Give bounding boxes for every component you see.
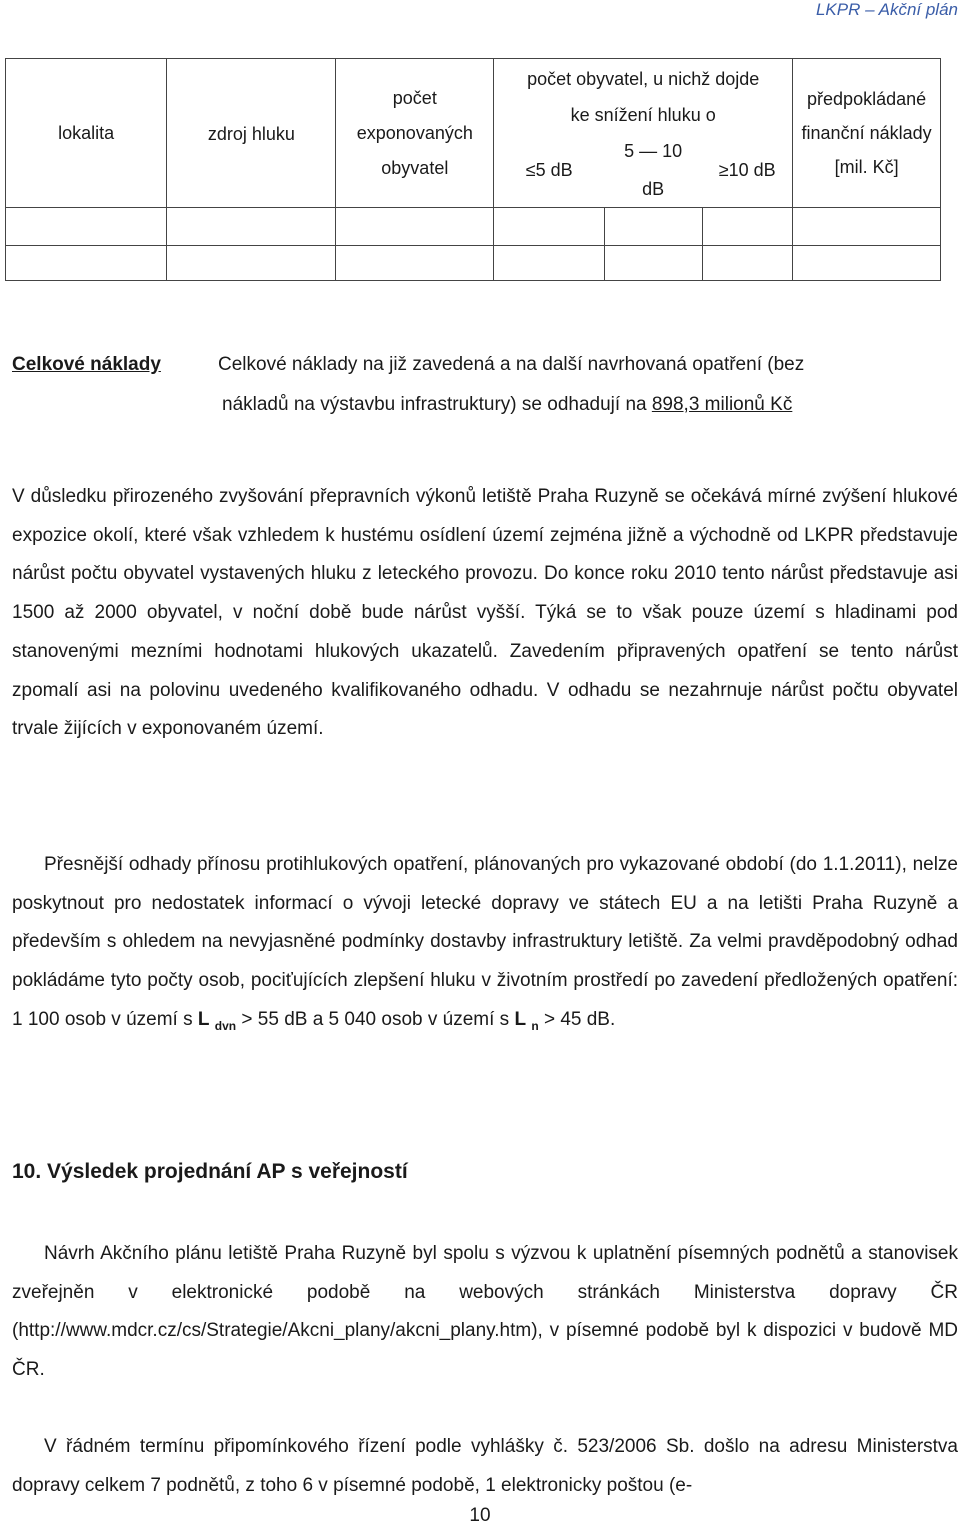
section-title: 10. Výsledek projednání AP s veřejností [12,1160,408,1183]
table-header-row [6,59,941,208]
total-costs-label: Celkové náklady [12,354,161,375]
subheader-5-10db: 5 — 10 dB [624,141,683,199]
header-snizeni-group: počet obyvatel, u nichž dojde ke snížení hluku o ≤5 dB 5 — 10 dB ≥10 dB [494,59,793,208]
total-costs-text-line1: Celkové náklady na již zavedená a na další navrhovaná opatření (bez [218,354,805,375]
page-number: 10 [469,1505,491,1526]
paragraph-benefit-estimate: Přesnější odhady přínosu protihlukových opatření, plánovaných pro vykazované období (do 1.1.2011), nelze poskytnout pro nedostatek informací o vývoji letecké dopravy ve státech EU a na letišti Praha Ruzyně a především s ohledem na nevyjasněné podmínky dostavby infrastruktury letiště. Za velmi pravděpodobný odhad pokládáme tyto počty osob, pociťujících zlepšení hluku v životním prostředí po zavedení předložených opatření: 1 100 osob v území s L $_{dvn}$ > 55 dB a 5 040 osob v území s L $_n$ > 45 dB. [12,854,958,1033]
table-row [6,208,941,246]
header-lokalita: lokalita [6,59,167,208]
subheader-10db: ≥10 dB [718,159,776,180]
paragraph-publication: Návrh Akčního plánu letiště Praha Ruzyně byl spolu s výzvou k uplatnění písemných podnětů a stanovisek zveřejněn v elektronické podobě na webových stránkách Ministerstva dopravy ČR (http://www.mdcr.cz/cs/Strategie/Akcni_plany/akcni_plany.htm), v písemné podobě byl k dispozici v budově MD ČR. [12,1243,958,1380]
header-financni-naklady: předpokládané finanční náklady [mil. Kč] [793,59,941,208]
header-pocet-exponovanych: počet exponovaných obyvatel [336,59,494,208]
paragraph-comments-received: V řádném termínu připomínkového řízení podle vyhlášky č. 523/2006 Sb. došlo na adresu Ministerstva dopravy celkem 7 podnětů, z toho 6 v písemné podobě, 1 elektronicky poštou (e- [12,1436,958,1496]
noise-reduction-table [5,58,941,281]
running-header: LKPR – Akční plán [815,0,958,19]
total-costs-text-line2: nákladů na výstavbu infrastruktury) se odhadují na 898,3 milionů Kč [222,394,793,415]
header-zdroj-hluku: zdroj hluku [167,59,336,208]
total-costs-amount: 898,3 milionů Kč [651,394,793,415]
table-row [6,246,941,281]
subheader-5db: ≤5 dB [525,159,573,180]
paragraph-noise-exposure-growth: V důsledku přirozeného zvyšování přepravních výkonů letiště Praha Ruzyně se očekává mírné zvýšení hlukové expozice okolí, které však vzhledem k hustému osídlení území zejména jižně a východně od LKPR představuje nárůst počtu obyvatel vystavených hluku z leteckého provozu. Do konce roku 2010 tento nárůst představuje asi 1500 až 2000 obyvatel, v noční době bude nárůst vyšší. Týká se to však pouze území s hladinami pod stanovenými mezními hodnotami hlukových ukazatelů. Zavedením připravených opatření se tento nárůst zpomalí asi na polovinu uvedeného kvalifikovaného odhadu. V odhadu se nezahrnuje nárůst počtu obyvatel trvale žijících v exponovaném území. [12,486,958,740]
